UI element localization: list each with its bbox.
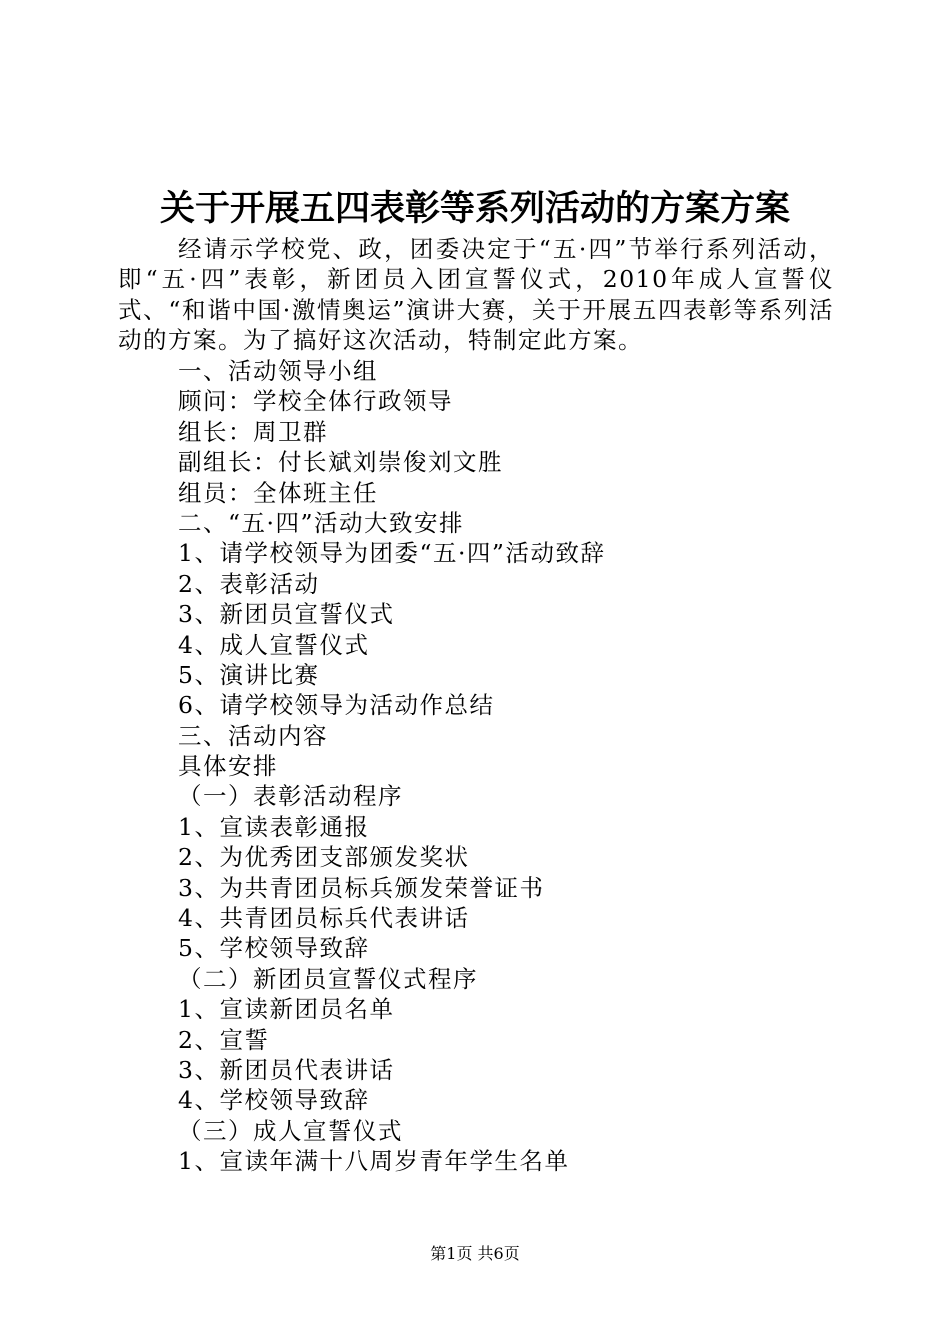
document-title: 关于开展五四表彰等系列活动的方案方案: [159, 188, 790, 229]
body-line: 副组长：付长斌刘崇俊刘文胜: [178, 448, 503, 477]
body-line: 2、表彰活动: [178, 569, 320, 598]
body-line: 4、学校领导致辞: [178, 1086, 370, 1115]
page-footer: 第1页 共6页: [430, 1244, 520, 1263]
body-line: （二）新团员宣誓仪式程序: [178, 964, 478, 993]
body-line: 组员：全体班主任: [178, 478, 378, 507]
body-line: 二、“五·四”活动大致安排: [178, 508, 464, 537]
body-line: 4、共青团员标兵代表讲话: [178, 904, 470, 933]
body-line: （一）表彰活动程序: [178, 782, 403, 811]
body-line: 3、新团员代表讲话: [178, 1055, 395, 1084]
body-line: 1、请学校领导为团委“五·四”活动致辞: [178, 539, 606, 568]
body-line: （三）成人宣誓仪式: [178, 1116, 403, 1145]
body-line: 3、为共青团员标兵颁发荣誉证书: [178, 873, 545, 902]
body-line: 4、成人宣誓仪式: [178, 630, 370, 659]
body-lines: [178, 356, 858, 1177]
body-line: 1、宣读表彰通报: [178, 812, 370, 841]
body-line: 1、宣读年满十八周岁青年学生名单: [178, 1147, 570, 1176]
body-line: 三、活动内容: [178, 721, 328, 750]
body-line: 5、学校领导致辞: [178, 934, 370, 963]
body-line: 3、新团员宣誓仪式: [178, 600, 395, 629]
body-line: 具体安排: [178, 752, 278, 781]
body-line: 5、演讲比赛: [178, 660, 320, 689]
body-line: 2、为优秀团支部颁发奖状: [178, 843, 470, 872]
body-line: 1、宣读新团员名单: [178, 995, 395, 1024]
intro-paragraph: 经请示学校党、政，团委决定于“五·四”节举行系列活动，即“五·四”表彰，新团员入团宣誓仪式，2010年成人宣誓仪式、“和谐中国·激情奥运”演讲大赛，关于开展五四表彰等系列活动的方案。为了搞好这次活动，特制定此方案。: [118, 235, 834, 355]
body-line: 顾问：学校全体行政领导: [178, 387, 453, 416]
body-line: 6、请学校领导为活动作总结: [178, 691, 495, 720]
body-line: 一、活动领导小组: [178, 357, 378, 385]
body-line: 2、宣誓: [178, 1025, 270, 1054]
body-line: 组长：周卫群: [178, 417, 328, 446]
